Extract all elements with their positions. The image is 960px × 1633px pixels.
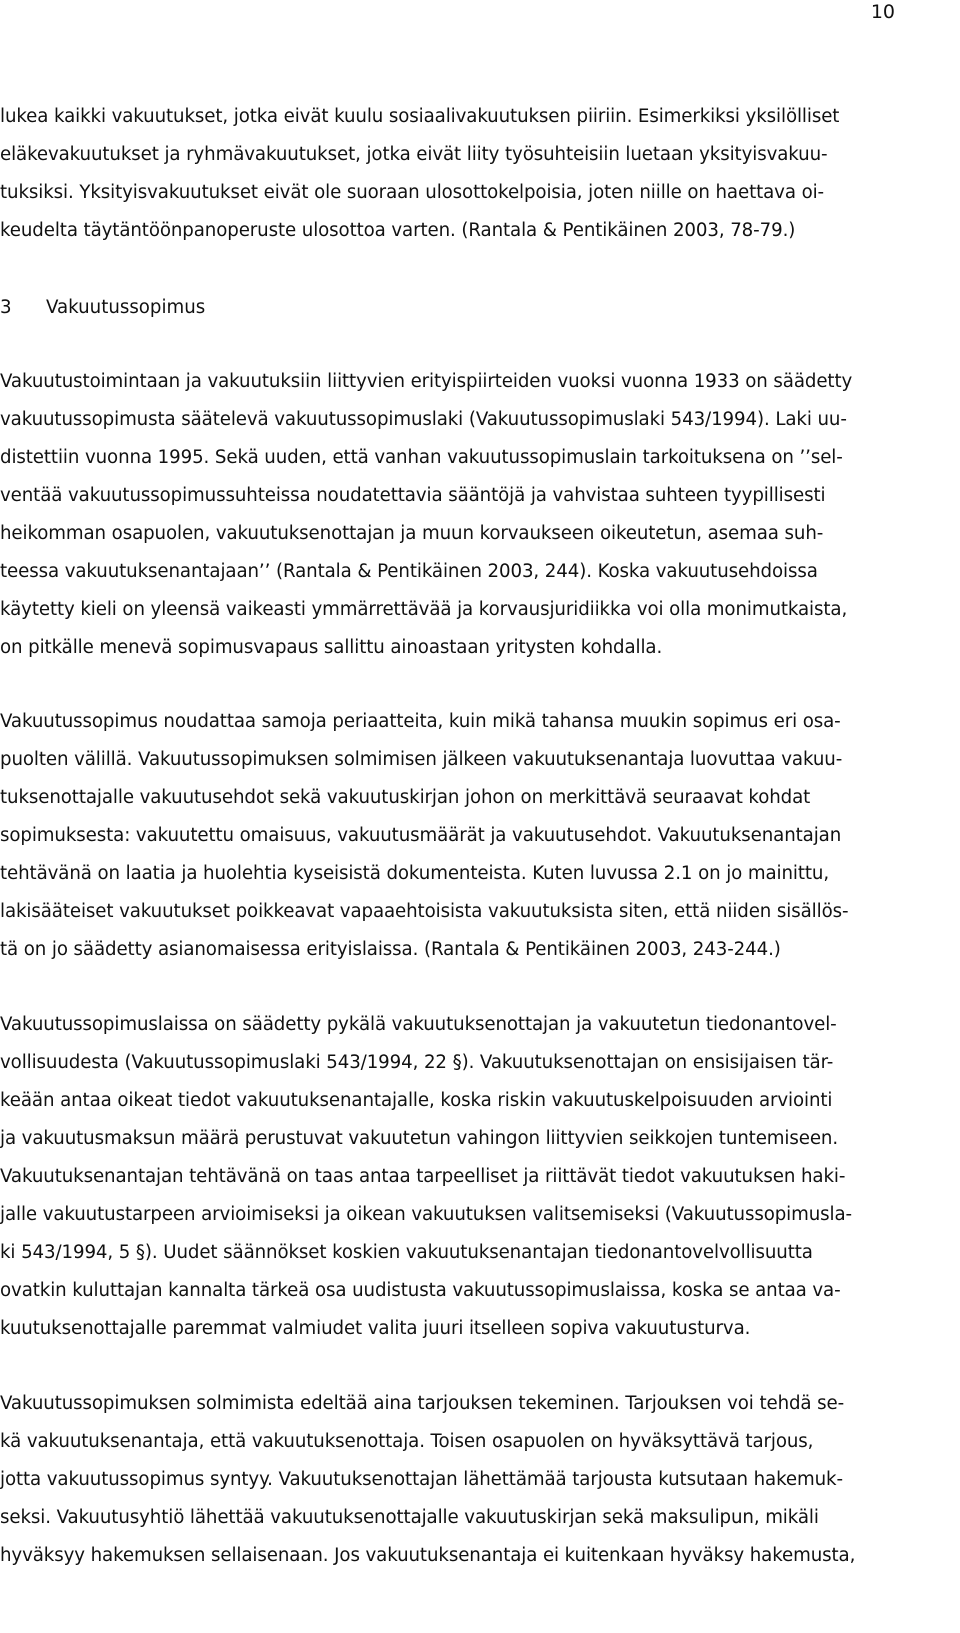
text-line: ventää vakuutussopimussuhteissa noudatettavia sääntöjä ja vahvistaa suhteen tyypillisesti <box>0 485 826 506</box>
text-line: Vakuutussopimuslaissa on säädetty pykälä vakuutuksenottajan ja vakuutetun tiedonantovel- <box>0 1014 837 1035</box>
text-line: tehtävänä on laatia ja huolehtia kyseisistä dokumenteista. Kuten luvussa 2.1 on jo mainittu, <box>0 863 830 884</box>
text-line: distettiin vuonna 1995. Sekä uuden, että vanhan vakuutussopimuslain tarkoituksena on ’’sel- <box>0 447 843 468</box>
section-title: Vakuutussopimus <box>46 297 206 318</box>
text-line: ki 543/1994, 5 §). Uudet säännökset koskien vakuutuksenantajan tiedonantovelvollisuutta <box>0 1242 813 1263</box>
text-line: sopimuksesta: vakuutettu omaisuus, vakuutusmäärät ja vakuutusehdot. Vakuutuksenantajan <box>0 825 842 846</box>
text-line: seksi. Vakuutusyhtiö lähettää vakuutuksenottajalle vakuutuskirjan sekä maksulipun, mikäli <box>0 1507 819 1528</box>
text-line: keudelta täytäntöönpanoperuste ulosottoa varten. (Rantala & Pentikäinen 2003, 78-79.) <box>0 220 796 241</box>
text-line: puolten välillä. Vakuutussopimuksen solmimisen jälkeen vakuutuksenantaja luovuttaa vakuu- <box>0 749 843 770</box>
text-line: ja vakuutusmaksun määrä perustuvat vakuutetun vahingon liittyvien seikkojen tuntemiseen. <box>0 1128 839 1149</box>
text-line: vollisuudesta (Vakuutussopimuslaki 543/1994, 22 §). Vakuutuksenottajan on ensisijaisen tär- <box>0 1052 834 1073</box>
text-line: käytetty kieli on yleensä vaikeasti ymmärrettävää ja korvausjuridiikka voi olla monimutkaista, <box>0 599 848 620</box>
text-line: lukea kaikki vakuutukset, jotka eivät kuulu sosiaalivakuutuksen piiriin. Esimerkiksi yksilölliset <box>0 106 840 127</box>
text-line: jotta vakuutussopimus syntyy. Vakuutuksenottajan lähettämää tarjousta kutsutaan hakemuk- <box>0 1469 843 1490</box>
text-line: tuksiksi. Yksityisvakuutukset eivät ole suoraan ulosottokelpoisia, joten niille on haettava oi- <box>0 182 825 203</box>
text-line: jalle vakuutustarpeen arvioimiseksi ja oikean vakuutuksen valitsemiseksi (Vakuutussopimusla- <box>0 1204 853 1225</box>
section-number: 3 <box>0 297 12 318</box>
page-number: 10 <box>870 1 895 23</box>
text-line: Vakuutussopimus noudattaa samoja periaatteita, kuin mikä tahansa muukin sopimus eri osa- <box>0 711 841 732</box>
text-line: on pitkälle menevä sopimusvapaus sallittu ainoastaan yritysten kohdalla. <box>0 637 663 658</box>
text-line: keään antaa oikeat tiedot vakuutuksenantajalle, koska riskin vakuutuskelpoisuuden arviointi <box>0 1090 833 1111</box>
text-line: Vakuutuksenantajan tehtävänä on taas antaa tarpeelliset ja riittävät tiedot vakuutuksen haki- <box>0 1166 846 1187</box>
text-line: kä vakuutuksenantaja, että vakuutuksenottaja. Toisen osapuolen on hyväksyttävä tarjous, <box>0 1431 814 1452</box>
text-line: lakisääteiset vakuutukset poikkeavat vapaaehtoisista vakuutuksista siten, että niiden sisällös- <box>0 901 849 922</box>
text-line: ovatkin kuluttajan kannalta tärkeä osa uudistusta vakuutussopimuslaissa, koska se antaa va- <box>0 1280 841 1301</box>
text-line: hyväksyy hakemuksen sellaisenaan. Jos vakuutuksenantaja ei kuitenkaan hyväksy hakemusta, <box>0 1545 856 1566</box>
text-line: Vakuutustoimintaan ja vakuutuksiin liittyvien erityispiirteiden vuoksi vuonna 1933 on säädetty <box>0 371 853 392</box>
text-line: tä on jo säädetty asianomaisessa erityislaissa. (Rantala & Pentikäinen 2003, 243-244.) <box>0 939 781 960</box>
text-line: vakuutussopimusta säätelevä vakuutussopimuslaki (Vakuutussopimuslaki 543/1994). Laki uu- <box>0 409 847 430</box>
section-heading <box>0 296 205 320</box>
text-line: teessa vakuutuksenantajaan’’ (Rantala & Pentikäinen 2003, 244). Koska vakuutusehdoissa <box>0 561 818 582</box>
text-line: Vakuutussopimuksen solmimista edeltää aina tarjouksen tekeminen. Tarjouksen voi tehdä se- <box>0 1393 845 1414</box>
text-line: tuksenottajalle vakuutusehdot sekä vakuutuskirjan johon on merkittävä seuraavat kohdat <box>0 787 811 808</box>
text-line: eläkevakuutukset ja ryhmävakuutukset, jotka eivät liity työsuhteisiin luetaan yksityisvakuu- <box>0 144 828 165</box>
text-line: heikomman osapuolen, vakuutuksenottajan ja muun korvaukseen oikeutetun, asemaa suh- <box>0 523 824 544</box>
text-line: kuutuksenottajalle paremmat valmiudet valita juuri itselleen sopiva vakuutusturva. <box>0 1318 751 1339</box>
